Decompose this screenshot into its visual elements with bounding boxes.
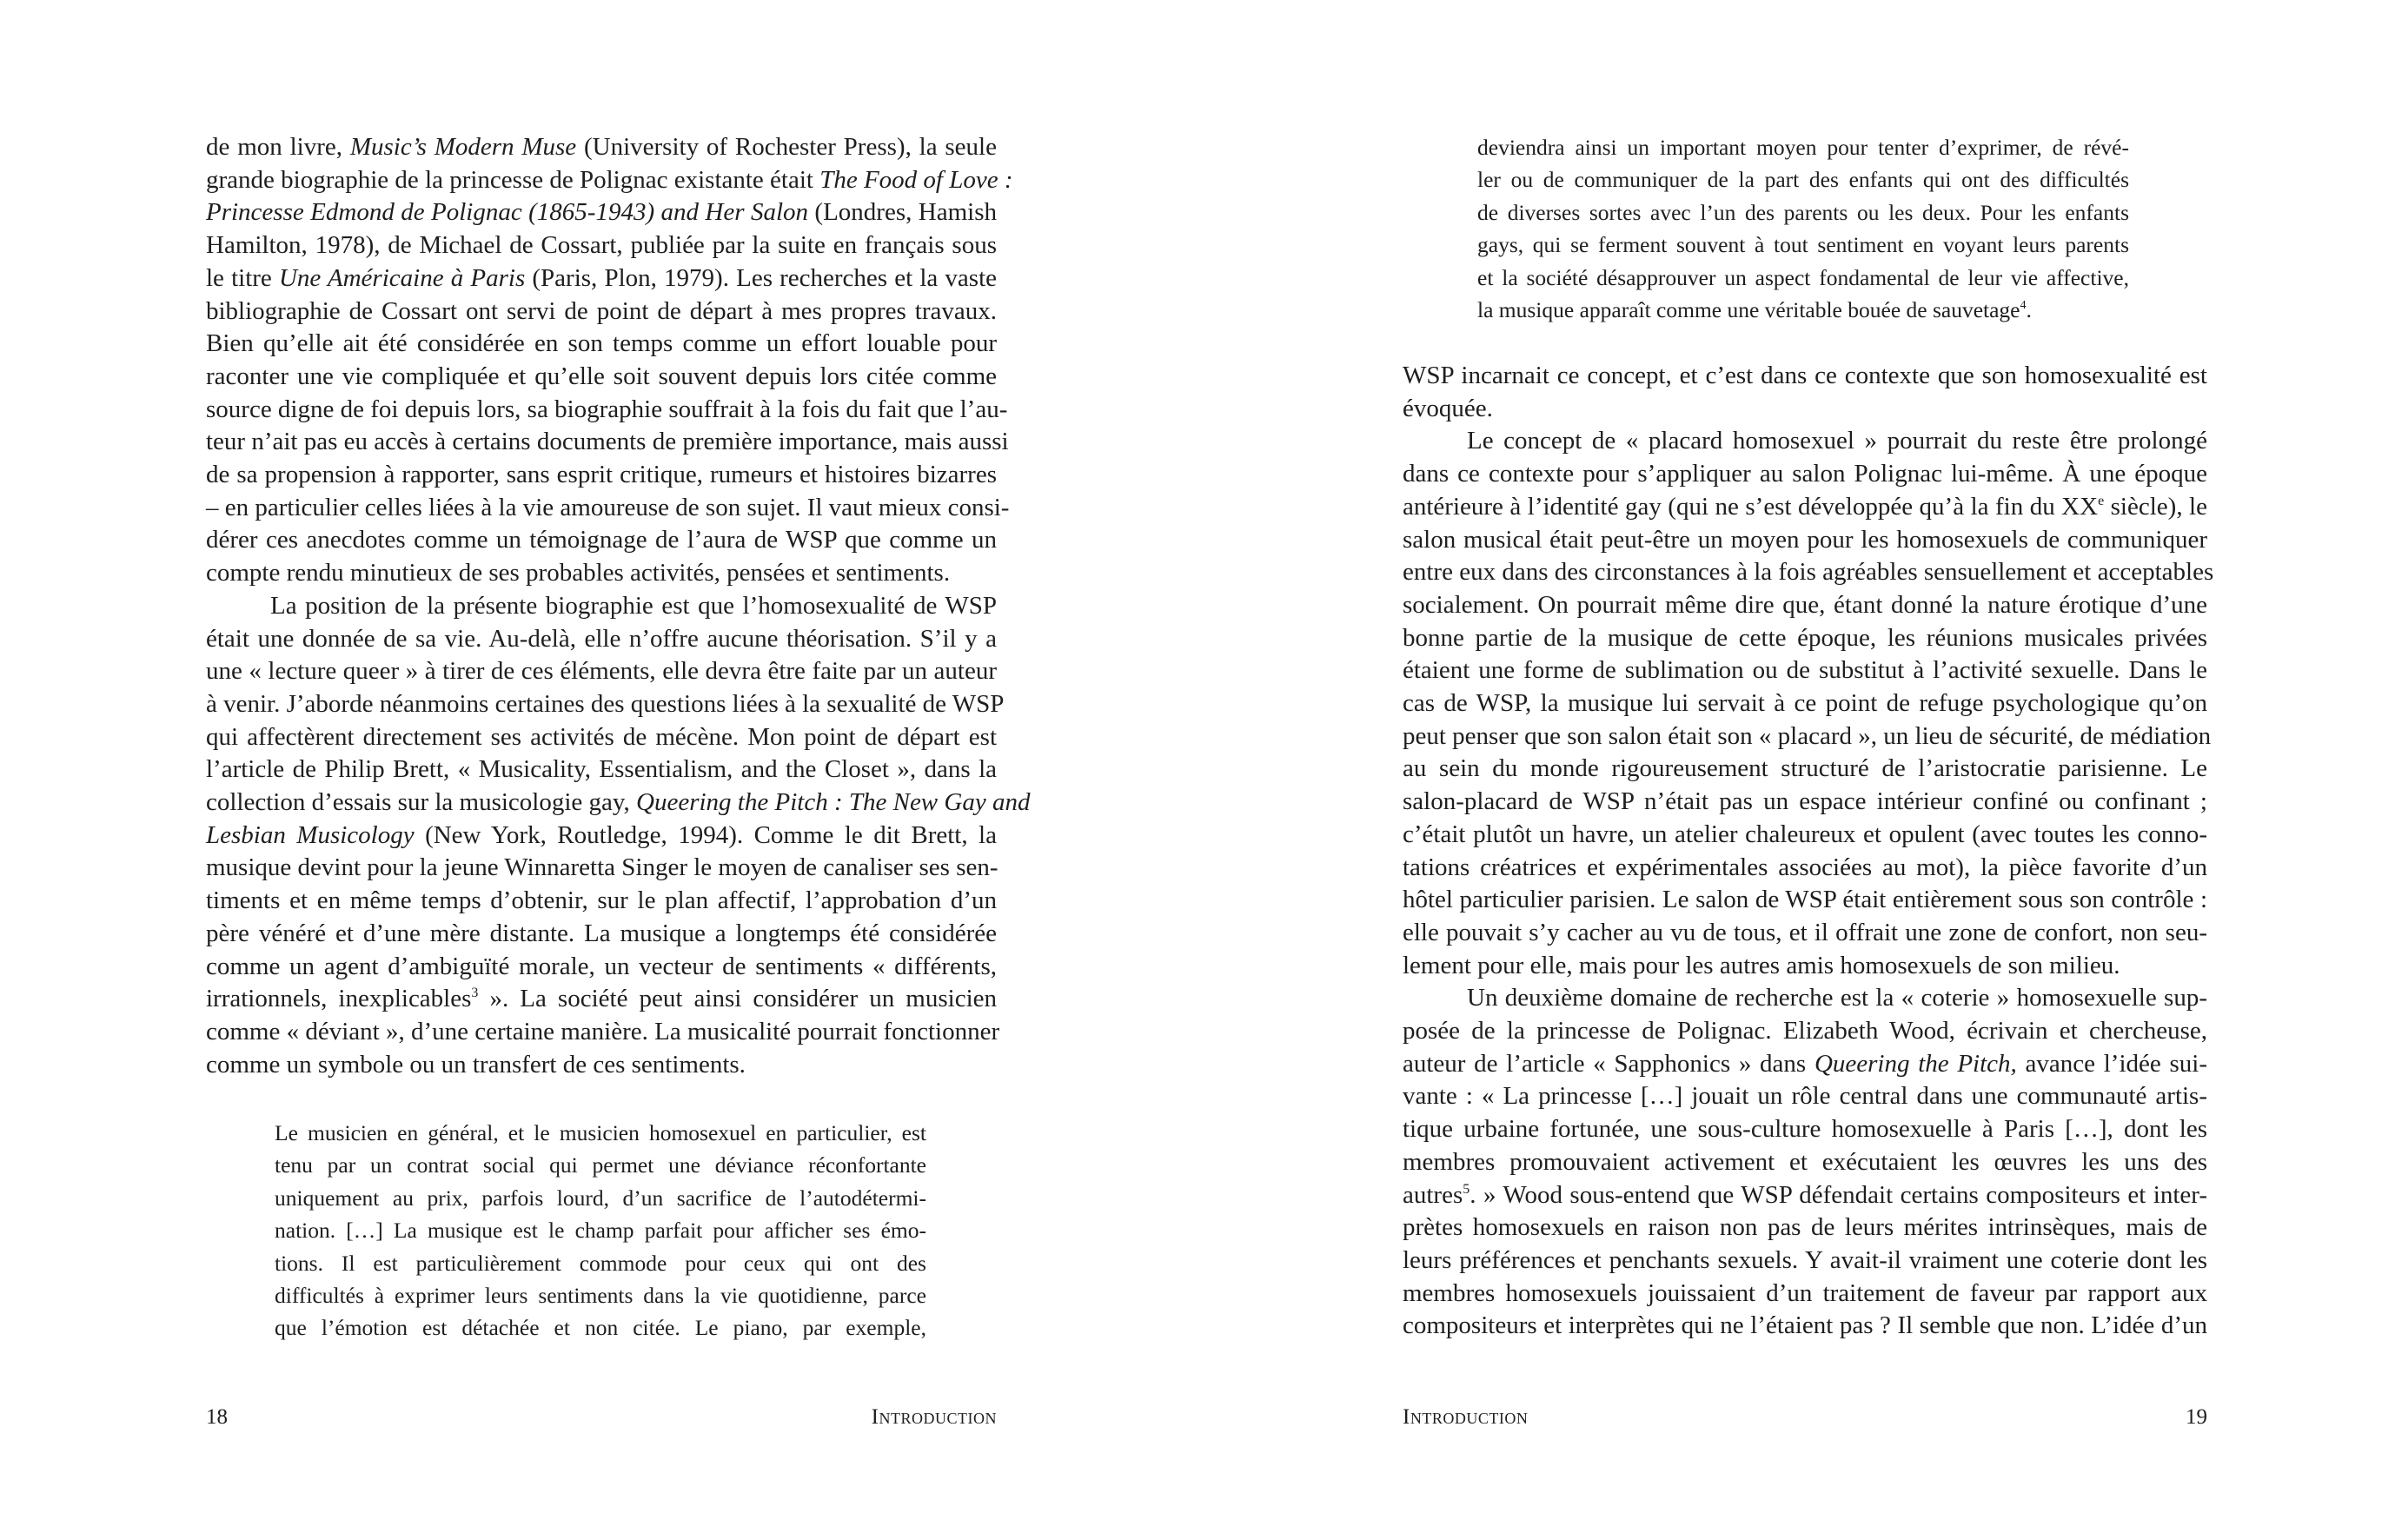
- text-run: salon musical était peut-être un moyen pour les homosexuels de communiquer: [1403, 525, 2207, 554]
- text-run: siècle), le: [2104, 492, 2207, 521]
- text-run: elle pouvait s’y cacher au vu de tous, et il offrait une zone de confort, non seu-: [1403, 918, 2207, 946]
- text-line: [206, 229, 997, 262]
- text-run: à venir. J’aborde néanmoins certaines des questions liées à la sexualité de WSP: [206, 689, 1005, 718]
- text-line: [206, 394, 1008, 427]
- text-line: [206, 885, 997, 918]
- text-run: . » Wood sous-entend que WSP défendait certains compositeurs et inter-: [1470, 1180, 2207, 1209]
- text-run: compte rendu minutieux de ses probables activités, pensées et sentiments.: [206, 559, 951, 587]
- text-run: – en particulier celles liées à la vie amoureuse de son sujet. Il vaut mieux consi-: [206, 493, 1010, 521]
- italic-title: The Food of Love :: [819, 165, 1013, 194]
- text-line: [1403, 654, 2207, 687]
- text-line: [1403, 720, 2212, 753]
- text-line: [206, 623, 997, 656]
- text-line: [1403, 1015, 2207, 1048]
- text-run: de sa propension à rapporter, sans esprit critique, rumeurs et histoires bizarres: [206, 461, 997, 489]
- text-line: [1403, 819, 2207, 852]
- text-run: bonne partie de la musique de cette époque, les réunions musicales privées: [1403, 623, 2207, 652]
- text-line: [275, 1182, 926, 1214]
- text-run: Bien qu’elle ait été considérée en son temps comme un effort louable pour: [206, 329, 997, 358]
- text-line: [275, 1214, 926, 1246]
- text-run: tenu par un contrat social qui permet une déviance réconfortante: [275, 1152, 926, 1178]
- text-run: père vénéré et d’une mère distante. La musique a longtemps été considérée: [206, 919, 997, 947]
- italic-title: Une Américaine à Paris: [278, 263, 526, 292]
- text-run: raconter une vie compliquée et qu’elle soit souvent depuis lors citée comme: [206, 362, 997, 390]
- text-run: (University of Rochester Press), la seule: [576, 133, 997, 161]
- footnote-ref: e: [2098, 493, 2105, 508]
- text-line: [1403, 1179, 2207, 1212]
- text-line: [1403, 786, 2207, 819]
- text-run: bibliographie de Cossart ont servi de point de départ à mes propres travaux.: [206, 296, 997, 325]
- text-line: [275, 1247, 926, 1279]
- text-line: [1403, 425, 2207, 458]
- text-run: La position de la présente biographie est que l’homosexualité de WSP: [270, 591, 997, 620]
- footnote-ref: 5: [1463, 1181, 1470, 1197]
- text-line: [206, 459, 997, 492]
- text-run: peut penser que son salon était son « placard », un lieu de sécurité, de médiation: [1403, 721, 2212, 750]
- text-run: uniquement au prix, parfois lourd, d’un sacrifice de l’autodétermi-: [275, 1185, 926, 1211]
- text-line: [1403, 1278, 2207, 1311]
- text-line: [1403, 753, 2207, 786]
- text-run: tions. Il est particulièrement commode pour ceux qui ont des: [275, 1250, 926, 1276]
- text-line: [206, 426, 1009, 459]
- right-page: [1198, 0, 2395, 1540]
- text-run: (Paris, Plon, 1979). Les recherches et la vaste: [525, 263, 997, 292]
- text-line: [206, 753, 997, 787]
- text-line: [1477, 262, 2129, 294]
- text-line: [206, 1049, 997, 1082]
- text-run: qui affectèrent directement ses activités de mécène. Mon point de départ est: [206, 722, 997, 751]
- text-run: difficultés à exprimer leurs sentiments dans la vie quotidienne, parce: [275, 1283, 926, 1309]
- text-run: tations créatrices et expérimentales associées au mot), la pièce favorite d’un: [1403, 853, 2207, 881]
- text-line: [1403, 1310, 2207, 1343]
- italic-title: Music’s Modern Muse: [349, 133, 577, 161]
- text-run: comme un agent d’ambiguïté morale, un vecteur de sentiments « différents,: [206, 952, 997, 980]
- text-run: leurs préférences et penchants sexuels. Y avait-il vraiment une coterie dont les: [1403, 1245, 2207, 1274]
- text-line: [1403, 1113, 2207, 1146]
- text-run: de mon livre,: [206, 133, 350, 161]
- italic-title: Queering the Pitch,: [1814, 1049, 2017, 1078]
- text-line: [1403, 491, 2207, 524]
- text-line: [206, 295, 997, 329]
- text-line: [1477, 229, 2129, 261]
- text-line: [206, 361, 997, 394]
- text-run: teur n’ait pas eu accès à certains documents de première importance, mais aussi: [206, 428, 1009, 456]
- text-run: et la société désapprouver un aspect fondamental de leur vie affective,: [1477, 264, 2129, 290]
- text-run: tique urbaine fortunée, une sous-culture homosexuelle à Paris […], dont les: [1403, 1115, 2207, 1144]
- text-line: [1403, 360, 2207, 393]
- text-run: Hamilton, 1978), de Michael de Cossart, publiée par la suite en français sous: [206, 231, 997, 260]
- text-run: Le concept de « placard homosexuel » pourrait du reste être prolongé: [1467, 427, 2207, 455]
- text-line: [1403, 1245, 2207, 1278]
- text-line: [1403, 556, 2214, 589]
- text-line: [206, 524, 997, 557]
- text-line: [1403, 982, 2207, 1015]
- text-line: [206, 820, 997, 853]
- text-run: comme un symbole ou un transfert de ces sentiments.: [206, 1050, 746, 1079]
- text-run: salon-placard de WSP n’était pas un espace intérieur confiné ou confinant ;: [1403, 787, 2207, 816]
- text-line: [1403, 393, 2207, 426]
- running-head-right: Introduction: [1403, 1405, 1529, 1429]
- text-run: membres homosexuels jouissaient d’un traitement de faveur par rapport aux: [1403, 1278, 2207, 1307]
- text-line: [206, 131, 997, 164]
- text-run: antérieure à l’identité gay (qui ne s’est développée qu’à la fin du XX: [1403, 492, 2099, 521]
- text-line: [275, 1149, 926, 1181]
- text-run: le titre: [206, 263, 279, 292]
- text-run: .: [2026, 297, 2032, 323]
- text-line: [1403, 524, 2207, 557]
- page-number-right: 19: [2186, 1405, 2207, 1429]
- left-block-quote: [275, 1117, 926, 1344]
- left-body-text: [206, 131, 1031, 1081]
- text-run: ». La société peut ainsi considérer un musicien: [478, 985, 997, 1013]
- text-run: de diverses sortes avec l’un des parents ou les deux. Pour les enfants: [1477, 199, 2129, 225]
- text-line: [1403, 1048, 2207, 1081]
- text-line: [1477, 131, 2129, 163]
- italic-title: Lesbian Musicology: [206, 820, 415, 849]
- text-run: timents et en même temps d’obtenir, sur le plan affectif, l’approbation d’un: [206, 886, 997, 915]
- text-line: [206, 983, 997, 1016]
- text-line: [1403, 950, 2207, 983]
- text-run: évoquée.: [1403, 394, 1493, 422]
- footnote-ref: 3: [471, 986, 479, 1001]
- text-line: [206, 196, 997, 229]
- text-line: [206, 557, 997, 590]
- text-line: [206, 1016, 1000, 1049]
- text-run: Un deuxième domaine de recherche est la « coterie » homosexuelle sup-: [1467, 984, 2207, 1012]
- text-run: comme « déviant », d’une certaine manière. La musicalité pourrait fonctionner: [206, 1017, 1000, 1045]
- page-number-left: 18: [206, 1405, 228, 1429]
- text-line: [1403, 917, 2207, 950]
- text-line: [1403, 884, 2207, 917]
- text-run: WSP incarnait ce concept, et c’est dans ce contexte que son homosexualité est: [1403, 362, 2207, 389]
- text-run: autres: [1403, 1180, 1463, 1209]
- text-run: dans ce contexte pour s’appliquer au salon Polignac lui-même. À une époque: [1403, 460, 2207, 488]
- text-line: [206, 852, 997, 885]
- text-line: [1403, 1211, 2207, 1245]
- text-line: [275, 1117, 926, 1149]
- text-run: étaient une forme de sublimation ou de substitut à l’activité sexuelle. Dans le: [1403, 656, 2207, 685]
- text-line: [206, 164, 1013, 197]
- text-line: [206, 590, 997, 623]
- running-head-left: Introduction: [871, 1405, 997, 1429]
- text-run: Le musicien en général, et le musicien homosexuel en particulier, est: [275, 1120, 926, 1145]
- text-run: l’article de Philip Brett, « Musicality, Essentialism, and the Closet », dans la: [206, 755, 997, 784]
- text-line: [1477, 294, 2129, 326]
- text-run: membres promouvaient activement et exécutaient les œuvres les uns des: [1403, 1147, 2207, 1176]
- text-run: musique devint pour la jeune Winnaretta Singer le moyen de canaliser ses sen-: [206, 853, 998, 882]
- text-run: que l’émotion est détachée et non citée. Le piano, par exemple,: [275, 1315, 926, 1341]
- footnote-ref: 4: [2020, 299, 2027, 313]
- text-run: c’était plutôt un havre, un atelier chaleureux et opulent (avec toutes les conno-: [1403, 820, 2207, 848]
- right-block-quote: [1477, 131, 2129, 326]
- text-run: prètes homosexuels en raison non pas de leurs mérites intrinsèques, mais de: [1403, 1213, 2207, 1242]
- text-run: ler ou de communiquer de la part des enfants qui ont des difficultés: [1477, 167, 2129, 193]
- text-line: [206, 787, 1031, 820]
- text-run: posée de la princesse de Polignac. Elizabeth Wood, écrivain et chercheuse,: [1403, 1017, 2207, 1045]
- text-line: [1477, 163, 2129, 196]
- text-line: [1403, 1146, 2207, 1179]
- text-run: irrationnels, inexplicables: [206, 985, 472, 1013]
- text-line: [275, 1311, 926, 1344]
- text-line: [206, 918, 997, 951]
- text-run: deviendra ainsi un important moyen pour tenter d’exprimer, de révé-: [1477, 135, 2129, 160]
- text-line: [206, 328, 997, 361]
- text-line: [1403, 1080, 2207, 1113]
- text-run: une « lecture queer » à tirer de ces éléments, elle devra être faite par un auteur: [206, 657, 997, 686]
- text-line: [206, 655, 997, 688]
- text-run: nation. […] La musique est le champ parfait pour afficher ses émo-: [275, 1218, 926, 1244]
- text-line: [1403, 687, 2207, 720]
- text-run: vante : « La princesse […] jouait un rôle central dans une communauté artis-: [1403, 1082, 2207, 1111]
- text-run: la musique apparaît comme une véritable bouée de sauvetage: [1477, 297, 2020, 323]
- text-line: [1403, 458, 2207, 491]
- text-line: [206, 492, 1010, 525]
- text-run: dérer ces anecdotes comme un témoignage de l’aura de WSP que comme un: [206, 526, 997, 554]
- text-run: grande biographie de la princesse de Polignac existante était: [206, 165, 820, 194]
- text-run: source digne de foi depuis lors, sa biographie souffrait à la fois du fait que l’au-: [206, 395, 1008, 423]
- text-run: (Londres, Hamish: [808, 198, 997, 227]
- text-run: au sein du monde rigoureusement structuré de l’aristocratie parisienne. Le: [1403, 754, 2207, 783]
- text-line: [1403, 589, 2207, 622]
- text-line: [1477, 196, 2129, 229]
- text-run: lement pour elle, mais pour les autres amis homosexuels de son milieu.: [1403, 951, 2120, 979]
- text-run: auteur de l’article « Sapphonics » dans: [1403, 1049, 1814, 1078]
- text-line: [206, 951, 997, 984]
- text-run: avance l’idée sui-: [2016, 1049, 2207, 1078]
- text-line: [206, 688, 1005, 721]
- text-run: cas de WSP, la musique lui servait à ce point de refuge psychologique qu’on: [1403, 689, 2207, 718]
- text-run: gays, qui se ferment souvent à tout sentiment en voyant leurs parents: [1477, 232, 2129, 258]
- text-line: [206, 262, 997, 295]
- text-run: hôtel particulier parisien. Le salon de WSP était entièrement sous son contrôle :: [1403, 886, 2207, 914]
- text-line: [275, 1279, 926, 1311]
- text-line: [1403, 852, 2207, 885]
- text-line: [1403, 622, 2207, 655]
- text-line: [206, 721, 997, 754]
- text-run: (New York, Routledge, 1994). Comme le dit Brett, la: [414, 820, 997, 849]
- right-body-text: [1403, 360, 2214, 1343]
- text-run: socialement. On pourrait même dire que, étant donné la nature érotique d’une: [1403, 590, 2207, 619]
- italic-title: Queering the Pitch : The New Gay and: [636, 788, 1031, 817]
- text-run: collection d’essais sur la musicologie gay,: [206, 788, 637, 817]
- text-run: entre eux dans des circonstances à la fois agréables sensuellement et acceptables: [1403, 558, 2214, 587]
- italic-title: Princesse Edmond de Polignac (1865-1943) and Her Salon: [206, 198, 809, 227]
- text-run: compositeurs et interprètes qui ne l’étaient pas ? Il semble que non. L’idée d’un: [1403, 1311, 2207, 1340]
- text-run: était une donnée de sa vie. Au-delà, elle n’offre aucune théorisation. S’il y a: [206, 624, 997, 653]
